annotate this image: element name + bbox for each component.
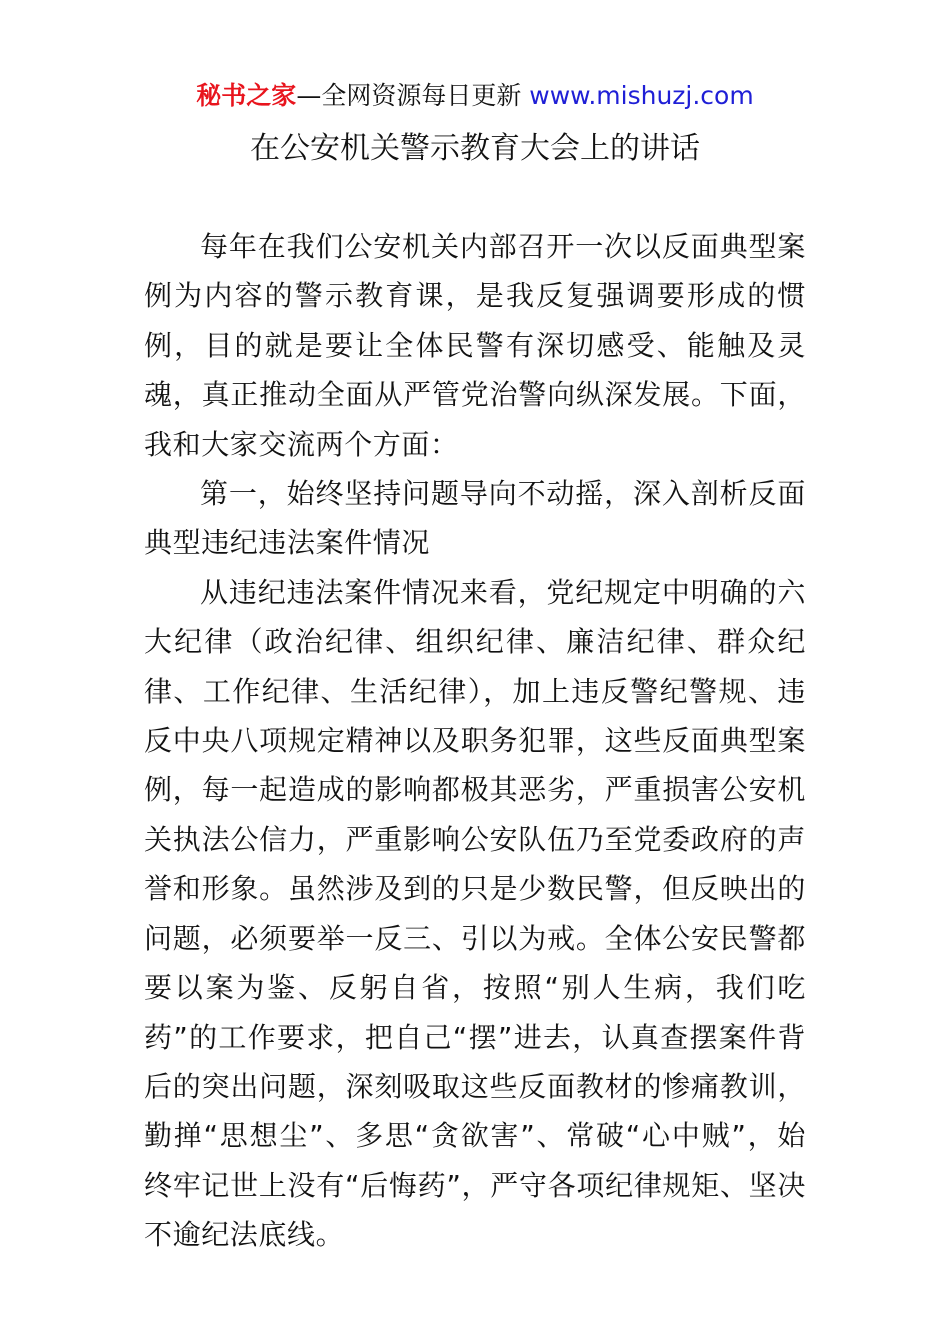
paragraph-section-heading: 第一，始终坚持问题导向不动摇，深入剖析反面典型违纪违法案件情况 [144, 477, 806, 560]
brand-name: 秘书之家 [196, 81, 297, 110]
watermark-header [0, 78, 950, 114]
document-body [144, 222, 806, 1260]
paragraph-intro: 每年在我们公安机关内部召开一次以反面典型案例为内容的警示教育课，是我反复强调要形成的惯例，目的就是要让全体民警有深切感受、能触及灵魂，真正推动全面从严管党治警向纵深发展。下面，我和大家交流两个方面： [144, 230, 806, 461]
header-tagline: —全网资源每日更新 [296, 81, 522, 110]
site-url: www.mishuzj.com [529, 81, 754, 110]
document-title: 在公安机关警示教育大会上的讲话 [250, 131, 700, 166]
paragraph-case-analysis: 从违纪违法案件情况来看，党纪规定中明确的六大纪律（政治纪律、组织纪律、廉洁纪律、群众纪律、工作纪律、生活纪律），加上违反警纪警规、违反中央八项规定精神以及职务犯罪，这些反面典型案例，每一起造成的影响都极其恶劣，严重损害公安机关执法公信力，严重影响公安队伍乃至党委政府的声誉和形象。虽然涉及到的只是少数民警，但反映出的问题，必须要举一反三、引以为戒。全体公安民警都要以案为鉴、反躬自省，按照“别人生病，我们吃药”的工作要求，把自己“摆”进去，认真查摆案件背后的突出问题，深刻吸取这些反面教材的惨痛教训，勤掸“思想尘”、多思“贪欲害”、常破“心中贼”，始终牢记世上没有“后悔药”，严守各项纪律规矩、坚决不逾纪法底线。 [144, 575, 806, 1252]
